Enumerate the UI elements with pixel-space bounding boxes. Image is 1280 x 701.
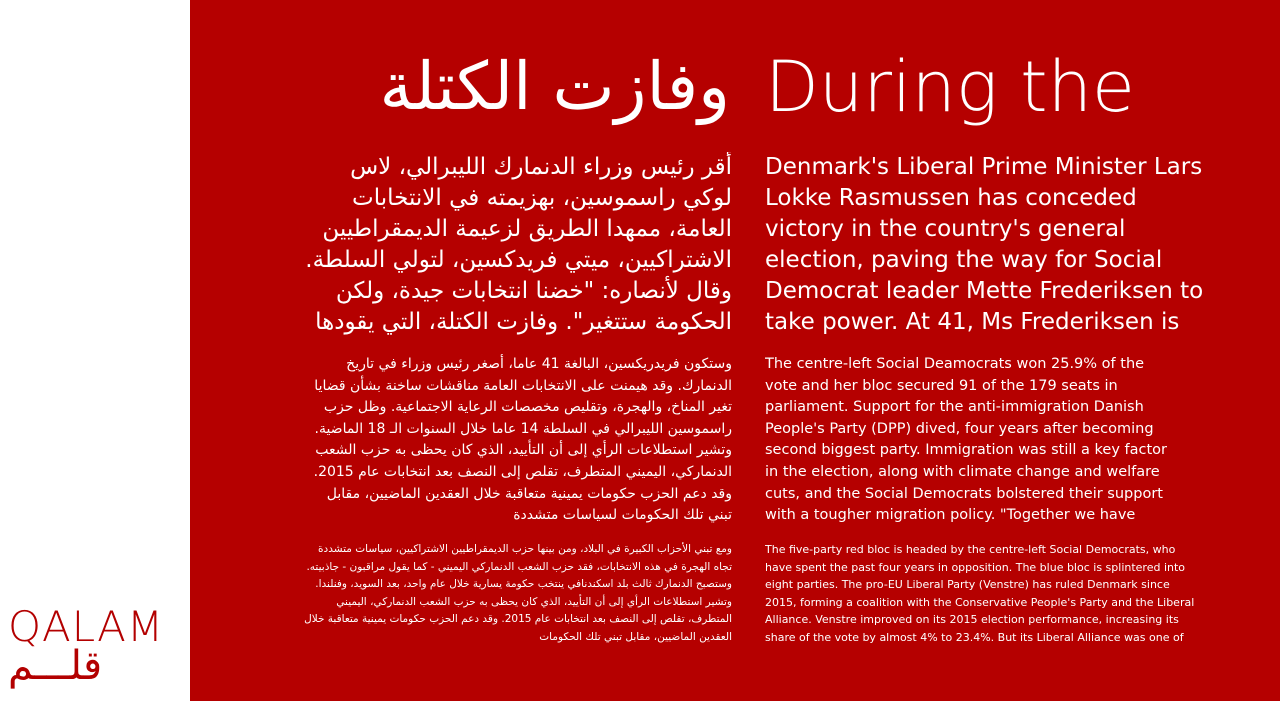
logo-area: [0, 0, 190, 701]
english-title: During the: [765, 48, 1135, 128]
english-body-paragraph: The centre-left Social Deamocrats won 25.9% of the vote and her bloc secured 91 of the 179 seats in parliament. Support for the anti-immigration Danish People's Party (DPP) dived, four years after becoming second biggest party. Immigration was still a key factor in the election, along with climate change and welfare cuts, and the Social Democrats bolstered their support with a tougher migration policy. "Together we have: [765, 356, 1167, 524]
arabic-body-paragraph: وستكون فريدريكسين، البالغة 41 عاما، أصغر رئيس وزراء في تاريخ الدنمارك. وقد هيمنت على الانتخابات العامة مناقشات ساخنة بشأن قضايا تغير المناخ، والهجرة، وتقليص مخصصات الرعاية الاجتماعية. وظل حزب راسموسين الليبرالي في السلطة 14 عاما خلال السنوات الـ 18 الماضية. وتشير استطلاعات الرأي إلى أن التأييد، الذي كان يحظى به حزب الشعب الدنماركي، اليميني المتطرف، تقلص إلى النصف بعد انتخابات عام 2015. وقد دعم الحزب حكومات يمينية متعاقبة خلال العقدين الماضيين، مقابل تبني تلك الحكومات لسياسات متشددة: [313, 356, 732, 524]
english-lead-paragraph: Denmark's Liberal Prime Minister Lars Lokke Rasmussen has conceded victory in the country's general election, paving the way for Social Democrat leader Mette Frederiksen to take power. At 41, Ms Frederiksen is: [765, 154, 1204, 335]
arabic-small-paragraph: ومع تبني الأحزاب الكبيرة في البلاد، ومن بينها حزب الديمقراطيين الاشتراكيين، سياسات متشددة تجاه الهجرة في هذه الانتخابات، فقد حزب الشعب الدنماركي اليميني - كما يقول مراقبون - جاذبيته. وستصبح الدنمارك ثالث بلد اسكندنافي ينتخب حكومة يسارية خلال عام واحد، بعد السويد، وفنلندا. وتشير استطلاعات الرأي إلى أن التأييد، الذي كان يحظى به حزب الشعب الدنماركي، اليميني المتطرف، تقلص إلى النصف بعد انتخابات عام 2015. وقد دعم الحزب حكومات يمينية متعاقبة خلال العقدين الماضيين، مقابل تبني تلك الحكومات: [304, 543, 732, 643]
arabic-lead-paragraph: أقر رئيس وزراء الدنمارك الليبرالي، لاس لوكي راسموسين، بهزيمته في الانتخابات العامة، ممهدا الطريق لزعيمة الديمقراطيين الاشتراكيين، ميتي فريدكسين، لتولي السلطة. وقال لأنصاره: "خضنا انتخابات جيدة، ولكن الحكومة ستتغير". وفازت الكتلة، التي يقودها: [305, 154, 732, 335]
qalam-logo-arabic: قلـــم: [8, 643, 103, 689]
english-small-paragraph: The five-party red bloc is headed by the centre-left Social Democrats, who have spent the past four years in opposition. The blue bloc is splintered into eight parties. The pro-EU Liberal Party (Venstre) has ruled Denmark since 2015, forming a coalition with the Conservative People's Party and the Liberal Alliance. Venstre improved on its 2015 election performance, increasing its share of the vote by almost 4% to 23.4%. But its Liberal Alliance was one of: [765, 543, 1195, 644]
qalam-logo-latin: QALAM: [8, 602, 165, 651]
arabic-title: وفازت الكتلة: [379, 48, 730, 125]
